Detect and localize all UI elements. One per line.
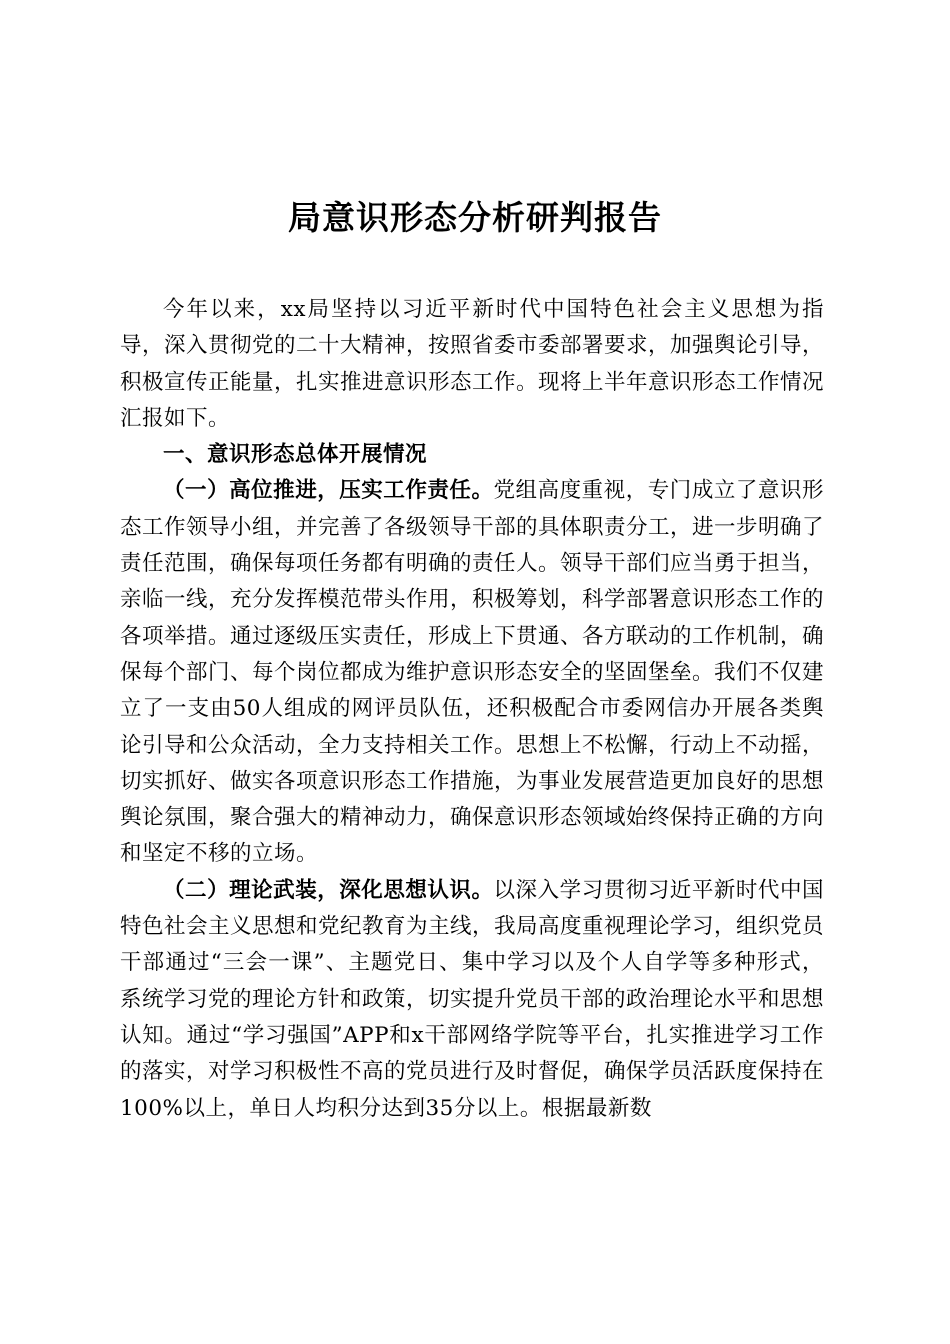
intro-paragraph: 今年以来，xx局坚持以习近平新时代中国特色社会主义思想为指导，深入贯彻党的二十大精神，按照省委市委部署要求，加强舆论引导，积极宣传正能量，扎实推进意识形态工作。现将上半年意识形态工作情况汇报如下。 [120, 297, 825, 431]
paragraph-1-body: 党组高度重视，专门成立了意识形态工作领导小组，并完善了各级领导干部的具体职责分工，进一步明确了责任范围，确保每项任务都有明确的责任人。领导干部们应当勇于担当，亲临一线，充分发挥模范带头作用，积极筹划，科学部署意识形态工作的各项举措。通过逐级压实责任，形成上下贯通、各方联动的工作机制，确保每个部门、每个岗位都成为维护意识形态安全的坚固堡垒。我们不仅建立了一支由50人组成的网评员队伍，还积极配合市委网信办开展各类舆论引导和公众活动，全力支持相关工作。思想上不松懈，行动上不动摇，切实抓好、做实各项意识形态工作措施，为事业发展营造更加良好的思想舆论氛围，聚合强大的精神动力，确保意识形态领域始终保持正确的方向和坚定不移的立场。 [120, 478, 825, 867]
paragraph-2-lead: （二）理论武装，深化思想认识。 [163, 877, 494, 903]
paragraph-1-lead: （一）高位推进，压实工作责任。 [163, 478, 494, 504]
paragraph-2-body: 以深入学习贯彻习近平新时代中国特色社会主义思想和党纪教育为主线，我局高度重视理论学习，组织党员干部通过“三会一课”、主题党日、集中学习以及个人自学等多种形式，系统学习党的理论方针和政策，切实提升党员干部的政治理论水平和思想认知。通过“学习强国”APP和x干部网络学院等平台，扎实推进学习工作的落实，对学习积极性不高的党员进行及时督促，确保学员活跃度保持在100%以上，单日人均积分达到35分以上。根据最新数 [120, 877, 825, 1121]
paragraph-2 [120, 873, 824, 1127]
document-title: 局意识形态分析研判报告 [288, 198, 662, 237]
paragraph-1 [120, 473, 824, 872]
document-body [120, 292, 824, 1127]
section-heading: 一、意识形态总体开展情况 [163, 442, 428, 468]
